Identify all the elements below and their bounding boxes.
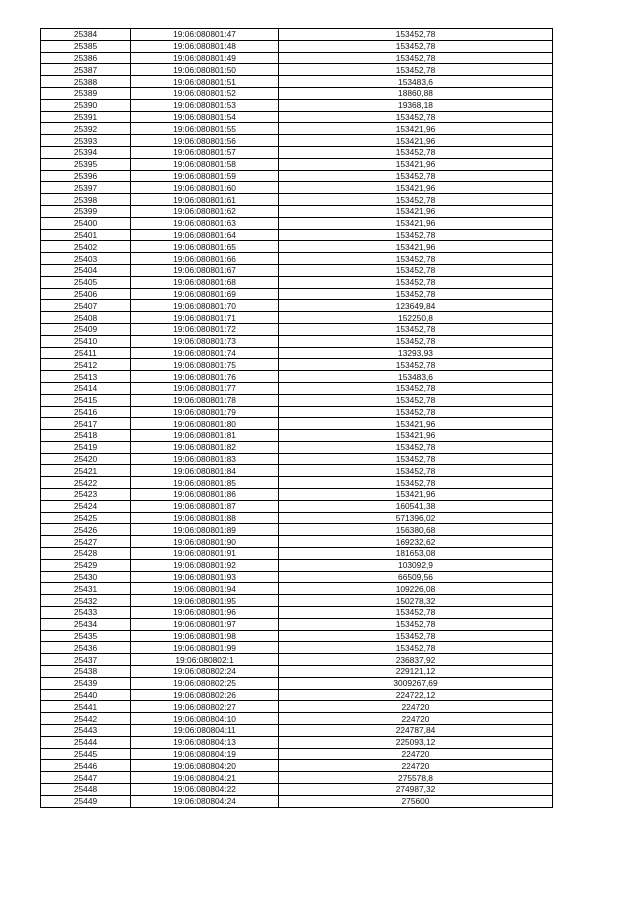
table-row — [41, 359, 553, 371]
cadastral-number-cell: 19:06:080801:55 — [131, 123, 279, 135]
value-cell: 153452,78 — [279, 465, 553, 477]
row-number-cell: 25384 — [41, 29, 131, 41]
row-number-cell: 25431 — [41, 583, 131, 595]
cadastral-number-cell: 19:06:080801:54 — [131, 111, 279, 123]
table-row — [41, 524, 553, 536]
value-cell: 153452,78 — [279, 642, 553, 654]
row-number-cell: 25416 — [41, 406, 131, 418]
table-row — [41, 453, 553, 465]
cadastral-number-cell: 19:06:080801:83 — [131, 453, 279, 465]
row-number-cell: 25432 — [41, 595, 131, 607]
table-row — [41, 111, 553, 123]
table-row — [41, 241, 553, 253]
table-row — [41, 99, 553, 111]
row-number-cell: 25417 — [41, 418, 131, 430]
cadastral-number-cell: 19:06:080801:68 — [131, 276, 279, 288]
cadastral-number-cell: 19:06:080801:79 — [131, 406, 279, 418]
table-row — [41, 548, 553, 560]
row-number-cell: 25438 — [41, 666, 131, 678]
value-cell: 153452,78 — [279, 40, 553, 52]
table-row — [41, 536, 553, 548]
cadastral-number-cell: 19:06:080801:58 — [131, 158, 279, 170]
row-number-cell: 25426 — [41, 524, 131, 536]
table-row — [41, 288, 553, 300]
cadastral-number-cell: 19:06:080801:72 — [131, 323, 279, 335]
row-number-cell: 25399 — [41, 205, 131, 217]
value-cell: 153452,78 — [279, 64, 553, 76]
row-number-cell: 25402 — [41, 241, 131, 253]
row-number-cell: 25424 — [41, 500, 131, 512]
value-cell: 66509,56 — [279, 571, 553, 583]
value-cell: 153452,78 — [279, 477, 553, 489]
cadastral-number-cell: 19:06:080801:85 — [131, 477, 279, 489]
value-cell: 153421,96 — [279, 182, 553, 194]
table-row — [41, 595, 553, 607]
cadastral-number-cell: 19:06:080801:71 — [131, 312, 279, 324]
row-number-cell: 25404 — [41, 264, 131, 276]
cadastral-number-cell: 19:06:080802:1 — [131, 654, 279, 666]
table-row — [41, 300, 553, 312]
cadastral-number-cell: 19:06:080801:88 — [131, 512, 279, 524]
cadastral-number-cell: 19:06:080804:22 — [131, 784, 279, 796]
row-number-cell: 25420 — [41, 453, 131, 465]
value-cell: 224720 — [279, 713, 553, 725]
value-cell: 153421,96 — [279, 430, 553, 442]
table-row — [41, 512, 553, 524]
value-cell: 153452,78 — [279, 618, 553, 630]
row-number-cell: 25429 — [41, 559, 131, 571]
table-row — [41, 347, 553, 359]
cadastral-number-cell: 19:06:080802:25 — [131, 677, 279, 689]
row-number-cell: 25406 — [41, 288, 131, 300]
table-row — [41, 760, 553, 772]
cadastral-number-cell: 19:06:080804:21 — [131, 772, 279, 784]
value-cell: 571396,02 — [279, 512, 553, 524]
row-number-cell: 25444 — [41, 736, 131, 748]
value-cell: 153452,78 — [279, 52, 553, 64]
row-number-cell: 25436 — [41, 642, 131, 654]
row-number-cell: 25396 — [41, 170, 131, 182]
row-number-cell: 25418 — [41, 430, 131, 442]
row-number-cell: 25439 — [41, 677, 131, 689]
table-row — [41, 229, 553, 241]
value-cell: 153452,78 — [279, 406, 553, 418]
table-row — [41, 371, 553, 383]
cadastral-number-cell: 19:06:080801:60 — [131, 182, 279, 194]
cadastral-number-cell: 19:06:080801:87 — [131, 500, 279, 512]
row-number-cell: 25389 — [41, 87, 131, 99]
row-number-cell: 25448 — [41, 784, 131, 796]
cadastral-number-cell: 19:06:080801:65 — [131, 241, 279, 253]
cadastral-number-cell: 19:06:080801:69 — [131, 288, 279, 300]
value-cell: 153452,78 — [279, 253, 553, 265]
row-number-cell: 25408 — [41, 312, 131, 324]
row-number-cell: 25412 — [41, 359, 131, 371]
value-cell: 153452,78 — [279, 146, 553, 158]
value-cell: 153421,96 — [279, 205, 553, 217]
table-row — [41, 618, 553, 630]
table-row — [41, 87, 553, 99]
row-number-cell: 25387 — [41, 64, 131, 76]
value-cell: 160541,38 — [279, 500, 553, 512]
cadastral-number-cell: 19:06:080804:19 — [131, 748, 279, 760]
value-cell: 224720 — [279, 748, 553, 760]
cadastral-number-cell: 19:06:080801:93 — [131, 571, 279, 583]
cadastral-number-cell: 19:06:080801:92 — [131, 559, 279, 571]
row-number-cell: 25403 — [41, 253, 131, 265]
table-row — [41, 146, 553, 158]
cadastral-number-cell: 19:06:080801:84 — [131, 465, 279, 477]
row-number-cell: 25392 — [41, 123, 131, 135]
cadastral-number-cell: 19:06:080804:20 — [131, 760, 279, 772]
row-number-cell: 25385 — [41, 40, 131, 52]
table-row — [41, 677, 553, 689]
value-cell: 153452,78 — [279, 382, 553, 394]
cadastral-number-cell: 19:06:080801:49 — [131, 52, 279, 64]
table-row — [41, 29, 553, 41]
table-row — [41, 607, 553, 619]
table-row — [41, 772, 553, 784]
value-cell: 224720 — [279, 760, 553, 772]
cadastral-number-cell: 19:06:080801:48 — [131, 40, 279, 52]
cadastral-number-cell: 19:06:080804:10 — [131, 713, 279, 725]
cadastral-number-cell: 19:06:080801:80 — [131, 418, 279, 430]
table-row — [41, 335, 553, 347]
table-row — [41, 477, 553, 489]
table-row — [41, 784, 553, 796]
value-cell: 153452,78 — [279, 170, 553, 182]
row-number-cell: 25391 — [41, 111, 131, 123]
row-number-cell: 25415 — [41, 394, 131, 406]
row-number-cell: 25443 — [41, 725, 131, 737]
table-row — [41, 736, 553, 748]
value-cell: 153452,78 — [279, 441, 553, 453]
row-number-cell: 25401 — [41, 229, 131, 241]
cadastral-number-cell: 19:06:080801:96 — [131, 607, 279, 619]
row-number-cell: 25411 — [41, 347, 131, 359]
row-number-cell: 25437 — [41, 654, 131, 666]
value-cell: 275578,8 — [279, 772, 553, 784]
row-number-cell: 25427 — [41, 536, 131, 548]
cadastral-number-cell: 19:06:080801:50 — [131, 64, 279, 76]
table-row — [41, 323, 553, 335]
row-number-cell: 25397 — [41, 182, 131, 194]
value-cell: 153452,78 — [279, 229, 553, 241]
cadastral-number-cell: 19:06:080801:89 — [131, 524, 279, 536]
table-row — [41, 701, 553, 713]
table-row — [41, 430, 553, 442]
table-row — [41, 158, 553, 170]
row-number-cell: 25419 — [41, 441, 131, 453]
table-row — [41, 40, 553, 52]
table-row — [41, 406, 553, 418]
table-row — [41, 135, 553, 147]
cadastral-number-cell: 19:06:080801:67 — [131, 264, 279, 276]
cadastral-number-cell: 19:06:080801:94 — [131, 583, 279, 595]
table-row — [41, 382, 553, 394]
value-cell: 109226,08 — [279, 583, 553, 595]
table-row — [41, 725, 553, 737]
value-cell: 123649,84 — [279, 300, 553, 312]
table-row — [41, 123, 553, 135]
cadastral-number-cell: 19:06:080804:13 — [131, 736, 279, 748]
cadastral-number-cell: 19:06:080801:78 — [131, 394, 279, 406]
cadastral-number-cell: 19:06:080801:56 — [131, 135, 279, 147]
value-cell: 153452,78 — [279, 630, 553, 642]
cadastral-number-cell: 19:06:080801:66 — [131, 253, 279, 265]
row-number-cell: 25410 — [41, 335, 131, 347]
cadastral-number-cell: 19:06:080801:74 — [131, 347, 279, 359]
cadastral-number-cell: 19:06:080801:64 — [131, 229, 279, 241]
data-table — [40, 28, 553, 808]
cadastral-number-cell: 19:06:080801:53 — [131, 99, 279, 111]
row-number-cell: 25441 — [41, 701, 131, 713]
cadastral-number-cell: 19:06:080801:98 — [131, 630, 279, 642]
table-row — [41, 583, 553, 595]
value-cell: 153421,96 — [279, 158, 553, 170]
table-row — [41, 217, 553, 229]
cadastral-number-cell: 19:06:080801:81 — [131, 430, 279, 442]
row-number-cell: 25407 — [41, 300, 131, 312]
cadastral-number-cell: 19:06:080801:51 — [131, 76, 279, 88]
value-cell: 152250,8 — [279, 312, 553, 324]
table-row — [41, 465, 553, 477]
cadastral-number-cell: 19:06:080801:62 — [131, 205, 279, 217]
value-cell: 156380,68 — [279, 524, 553, 536]
value-cell: 224720 — [279, 701, 553, 713]
row-number-cell: 25398 — [41, 194, 131, 206]
row-number-cell: 25409 — [41, 323, 131, 335]
table-row — [41, 571, 553, 583]
value-cell: 274987,32 — [279, 784, 553, 796]
value-cell: 153483,6 — [279, 76, 553, 88]
table-row — [41, 52, 553, 64]
row-number-cell: 25400 — [41, 217, 131, 229]
cadastral-number-cell: 19:06:080801:73 — [131, 335, 279, 347]
value-cell: 153421,96 — [279, 123, 553, 135]
row-number-cell: 25393 — [41, 135, 131, 147]
value-cell: 3009267,69 — [279, 677, 553, 689]
table-body — [41, 29, 553, 808]
table-row — [41, 654, 553, 666]
row-number-cell: 25422 — [41, 477, 131, 489]
table-row — [41, 394, 553, 406]
table-row — [41, 76, 553, 88]
table-row — [41, 500, 553, 512]
value-cell: 153421,96 — [279, 241, 553, 253]
value-cell: 153452,78 — [279, 111, 553, 123]
value-cell: 225093,12 — [279, 736, 553, 748]
cadastral-number-cell: 19:06:080801:52 — [131, 87, 279, 99]
value-cell: 153452,78 — [279, 194, 553, 206]
cadastral-number-cell: 19:06:080801:97 — [131, 618, 279, 630]
value-cell: 153452,78 — [279, 607, 553, 619]
value-cell: 224722,12 — [279, 689, 553, 701]
cadastral-number-cell: 19:06:080801:95 — [131, 595, 279, 607]
cadastral-number-cell: 19:06:080801:59 — [131, 170, 279, 182]
table-row — [41, 689, 553, 701]
cadastral-number-cell: 19:06:080802:27 — [131, 701, 279, 713]
value-cell: 153452,78 — [279, 359, 553, 371]
table-row — [41, 170, 553, 182]
row-number-cell: 25394 — [41, 146, 131, 158]
row-number-cell: 25442 — [41, 713, 131, 725]
value-cell: 153452,78 — [279, 288, 553, 300]
cadastral-number-cell: 19:06:080801:91 — [131, 548, 279, 560]
row-number-cell: 25421 — [41, 465, 131, 477]
cadastral-number-cell: 19:06:080801:77 — [131, 382, 279, 394]
cadastral-number-cell: 19:06:080802:24 — [131, 666, 279, 678]
table-row — [41, 630, 553, 642]
table-row — [41, 276, 553, 288]
value-cell: 153421,96 — [279, 489, 553, 501]
row-number-cell: 25386 — [41, 52, 131, 64]
table-row — [41, 559, 553, 571]
row-number-cell: 25430 — [41, 571, 131, 583]
value-cell: 275600 — [279, 795, 553, 807]
cadastral-number-cell: 19:06:080801:57 — [131, 146, 279, 158]
cadastral-number-cell: 19:06:080801:47 — [131, 29, 279, 41]
table-row — [41, 264, 553, 276]
cadastral-number-cell: 19:06:080801:63 — [131, 217, 279, 229]
value-cell: 153452,78 — [279, 276, 553, 288]
row-number-cell: 25423 — [41, 489, 131, 501]
value-cell: 13293,93 — [279, 347, 553, 359]
table-row — [41, 489, 553, 501]
table-row — [41, 795, 553, 807]
value-cell: 181653,08 — [279, 548, 553, 560]
row-number-cell: 25405 — [41, 276, 131, 288]
value-cell: 229121,12 — [279, 666, 553, 678]
cadastral-number-cell: 19:06:080801:61 — [131, 194, 279, 206]
cadastral-number-cell: 19:06:080802:26 — [131, 689, 279, 701]
value-cell: 236837,92 — [279, 654, 553, 666]
cadastral-number-cell: 19:06:080801:75 — [131, 359, 279, 371]
row-number-cell: 25414 — [41, 382, 131, 394]
table-row — [41, 748, 553, 760]
cadastral-number-cell: 19:06:080804:24 — [131, 795, 279, 807]
row-number-cell: 25449 — [41, 795, 131, 807]
table-row — [41, 418, 553, 430]
table-row — [41, 642, 553, 654]
row-number-cell: 25425 — [41, 512, 131, 524]
cadastral-number-cell: 19:06:080804:11 — [131, 725, 279, 737]
row-number-cell: 25413 — [41, 371, 131, 383]
table-row — [41, 182, 553, 194]
row-number-cell: 25440 — [41, 689, 131, 701]
value-cell: 19368,18 — [279, 99, 553, 111]
table-row — [41, 194, 553, 206]
row-number-cell: 25390 — [41, 99, 131, 111]
value-cell: 153452,78 — [279, 394, 553, 406]
value-cell: 150278,32 — [279, 595, 553, 607]
cadastral-number-cell: 19:06:080801:82 — [131, 441, 279, 453]
cadastral-number-cell: 19:06:080801:90 — [131, 536, 279, 548]
cadastral-number-cell: 19:06:080801:76 — [131, 371, 279, 383]
value-cell: 224787,84 — [279, 725, 553, 737]
row-number-cell: 25433 — [41, 607, 131, 619]
table-row — [41, 64, 553, 76]
row-number-cell: 25447 — [41, 772, 131, 784]
table-row — [41, 253, 553, 265]
table-row — [41, 312, 553, 324]
value-cell: 153421,96 — [279, 418, 553, 430]
value-cell: 153421,96 — [279, 135, 553, 147]
table-row — [41, 713, 553, 725]
value-cell: 153452,78 — [279, 29, 553, 41]
row-number-cell: 25445 — [41, 748, 131, 760]
row-number-cell: 25388 — [41, 76, 131, 88]
value-cell: 153452,78 — [279, 335, 553, 347]
table-row — [41, 205, 553, 217]
row-number-cell: 25395 — [41, 158, 131, 170]
cadastral-number-cell: 19:06:080801:99 — [131, 642, 279, 654]
value-cell: 18860,88 — [279, 87, 553, 99]
value-cell: 169232,62 — [279, 536, 553, 548]
value-cell: 153421,96 — [279, 217, 553, 229]
row-number-cell: 25434 — [41, 618, 131, 630]
table-row — [41, 666, 553, 678]
value-cell: 153452,78 — [279, 453, 553, 465]
cadastral-number-cell: 19:06:080801:70 — [131, 300, 279, 312]
value-cell: 153452,78 — [279, 323, 553, 335]
cadastral-number-cell: 19:06:080801:86 — [131, 489, 279, 501]
row-number-cell: 25435 — [41, 630, 131, 642]
value-cell: 153483,6 — [279, 371, 553, 383]
value-cell: 153452,78 — [279, 264, 553, 276]
value-cell: 103092,9 — [279, 559, 553, 571]
table-row — [41, 441, 553, 453]
row-number-cell: 25446 — [41, 760, 131, 772]
row-number-cell: 25428 — [41, 548, 131, 560]
